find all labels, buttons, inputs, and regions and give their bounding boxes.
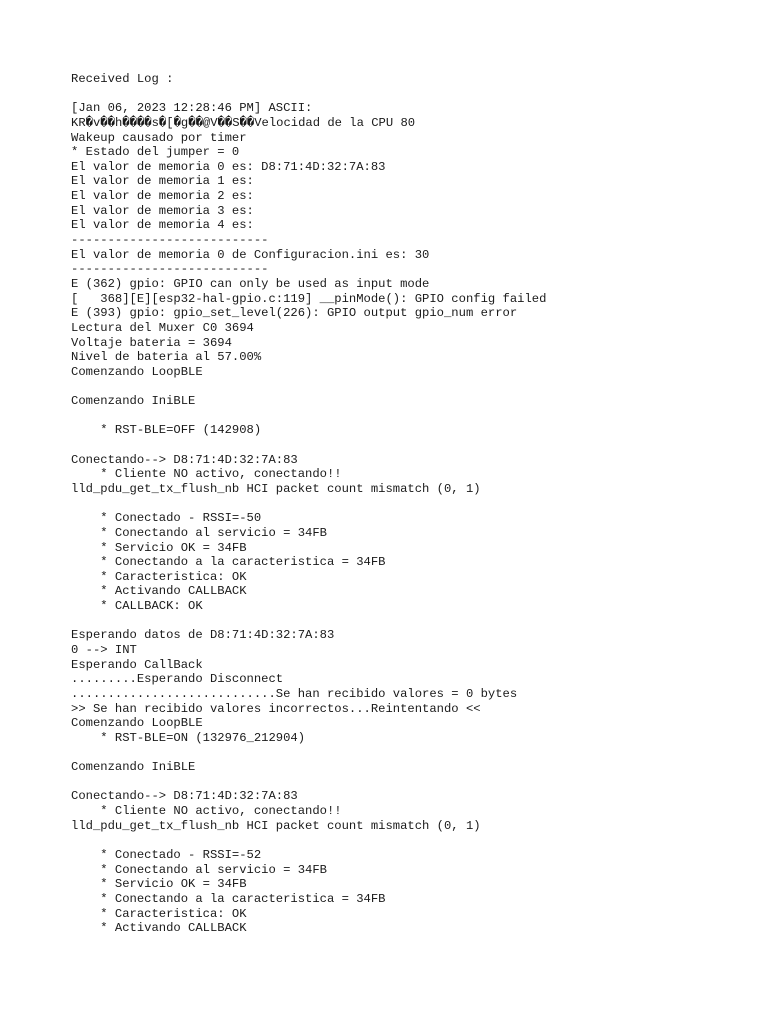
log-line: * Estado del jumper = 0 xyxy=(71,145,240,160)
log-line: .........Esperando Disconnect xyxy=(71,672,284,687)
log-line: 0 --> INT xyxy=(71,642,137,657)
log-body xyxy=(71,72,751,936)
log-line: Comenzando LoopBLE xyxy=(71,364,203,379)
blank-line xyxy=(71,379,751,394)
log-line: Received Log : xyxy=(71,72,174,86)
log-line: * Conectando a la caracteristica = 34FB xyxy=(71,555,386,570)
log-line: Comenzando IniBLE xyxy=(71,394,196,409)
log-line: [ 368][E][esp32-hal-gpio.c:119] __pinMode(): GPIO config failed xyxy=(71,291,547,306)
log-line: Wakeup causado por timer xyxy=(71,130,247,145)
log-line: * Servicio OK = 34FB xyxy=(71,877,247,892)
log-line: El valor de memoria 0 de Configuracion.ini es: 30 xyxy=(71,247,430,262)
blank-line xyxy=(71,438,751,453)
log-line: Comenzando IniBLE xyxy=(71,760,196,775)
log-line: El valor de memoria 1 es: xyxy=(71,174,254,189)
blank-line xyxy=(71,775,751,790)
log-line: * Conectado - RSSI=-52 xyxy=(71,847,262,862)
log-line: * Conectando al servicio = 34FB xyxy=(71,525,327,540)
log-line: * RST-BLE=OFF (142908) xyxy=(71,423,262,438)
log-line: >> Se han recibido valores incorrectos...Reintentando << xyxy=(71,701,481,716)
log-line: Conectando--> D8:71:4D:32:7A:83 xyxy=(71,452,298,467)
log-line: * CALLBACK: OK xyxy=(71,599,203,614)
blank-line xyxy=(71,833,751,848)
log-line: Esperando CallBack xyxy=(71,657,203,672)
log-line: E (362) gpio: GPIO can only be used as input mode xyxy=(71,276,430,291)
blank-line xyxy=(71,614,751,629)
log-line: El valor de memoria 2 es: xyxy=(71,189,254,204)
log-line: * Cliente NO activo, conectando!! xyxy=(71,804,342,819)
log-line: El valor de memoria 3 es: xyxy=(71,203,254,218)
log-line: * RST-BLE=ON (132976_212904) xyxy=(71,730,306,745)
log-document xyxy=(71,72,751,936)
log-line: * Cliente NO activo, conectando!! xyxy=(71,467,342,482)
log-line: lld_pdu_get_tx_flush_nb HCI packet count mismatch (0, 1) xyxy=(71,818,481,833)
blank-line xyxy=(71,497,751,512)
log-line: Conectando--> D8:71:4D:32:7A:83 xyxy=(71,789,298,804)
log-line: El valor de memoria 4 es: xyxy=(71,218,254,233)
log-line: KR�v��h����s�[�g��@V��S��Velocidad de la CPU 80 xyxy=(71,115,416,130)
log-line: Comenzando LoopBLE xyxy=(71,716,203,731)
blank-line xyxy=(71,87,751,102)
log-line: --------------------------- xyxy=(71,262,269,277)
log-line: El valor de memoria 0 es: D8:71:4D:32:7A:83 xyxy=(71,159,386,174)
log-line: * Conectando a la caracteristica = 34FB xyxy=(71,891,386,906)
log-line: * Conectado - RSSI=-50 xyxy=(71,511,262,526)
log-line: lld_pdu_get_tx_flush_nb HCI packet count mismatch (0, 1) xyxy=(71,481,481,496)
log-line: * Caracteristica: OK xyxy=(71,569,247,584)
log-line: Nivel de bateria al 57.00% xyxy=(71,350,262,365)
log-line: * Servicio OK = 34FB xyxy=(71,540,247,555)
log-line: * Conectando al servicio = 34FB xyxy=(71,862,327,877)
log-line: E (393) gpio: gpio_set_level(226): GPIO output gpio_num error xyxy=(71,306,518,321)
log-line: * Caracteristica: OK xyxy=(71,906,247,921)
log-line: Lectura del Muxer C0 3694 xyxy=(71,320,254,335)
log-line: Voltaje bateria = 3694 xyxy=(71,335,232,350)
log-line: Esperando datos de D8:71:4D:32:7A:83 xyxy=(71,628,335,643)
blank-line xyxy=(71,409,751,424)
log-line: * Activando CALLBACK xyxy=(71,921,247,936)
log-line: --------------------------- xyxy=(71,233,269,248)
log-line: [Jan 06, 2023 12:28:46 PM] ASCII: xyxy=(71,101,313,116)
blank-line xyxy=(71,745,751,760)
log-line: ............................Se han recibido valores = 0 bytes xyxy=(71,686,518,701)
log-line: * Activando CALLBACK xyxy=(71,584,247,599)
